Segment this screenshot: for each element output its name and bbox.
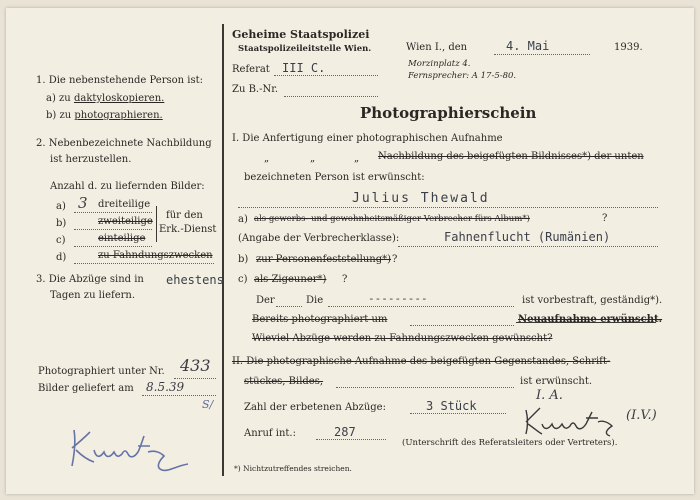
section-1-line1: I. Die Anfertigung einer photographischen Aufnahme bbox=[232, 133, 503, 144]
neuaufnahme-struck: Neuaufnahme erwünscht. bbox=[518, 314, 663, 325]
picture-count-label: Anzahl d. zu liefernden Bilder: bbox=[50, 181, 205, 192]
option-a-q: ? bbox=[602, 213, 608, 224]
person-name: Julius Thewald bbox=[352, 191, 490, 206]
person-name-line bbox=[238, 207, 658, 208]
referat-value: III C. bbox=[282, 61, 326, 75]
bracket-text-1: für den bbox=[166, 210, 203, 221]
date-value: 4. Mai bbox=[506, 39, 550, 53]
count-c-text: einteilige bbox=[98, 233, 146, 244]
option-c-prefix: c) bbox=[238, 274, 248, 285]
anruf-value: 287 bbox=[334, 425, 356, 439]
photographiert-label: Photographiert unter Nr. bbox=[38, 366, 165, 377]
footnote: *) Nichtzutreffendes streichen. bbox=[234, 464, 352, 473]
phone: Fernsprecher: A 17-5-80. bbox=[408, 71, 517, 81]
anruf-line bbox=[316, 439, 386, 440]
zu-bnr-line bbox=[284, 96, 378, 97]
option-b-prefix: b) bbox=[238, 254, 249, 265]
left-item-2-line1: 2. Nebenbezeichnete Nachbildung bbox=[36, 138, 212, 149]
der-line bbox=[276, 306, 302, 307]
section-1-quote2: „ bbox=[310, 153, 316, 164]
form-title: Photographierschein bbox=[360, 104, 537, 122]
option-b-q: ? bbox=[392, 254, 398, 265]
geliefert-value: 8.5.39 bbox=[146, 380, 185, 394]
angabe-label: (Angabe der Verbrecherklasse): bbox=[238, 233, 400, 244]
signature-iv: (I.V.) bbox=[626, 408, 657, 423]
bracket-text-2: Erk.-Dienst bbox=[159, 224, 217, 235]
address: Morzinplatz 4. bbox=[408, 59, 471, 69]
bereits-struck: Bereits photographiert um bbox=[252, 314, 388, 325]
zu-bnr-label: Zu B.-Nr. bbox=[232, 84, 279, 95]
date-line bbox=[494, 54, 590, 55]
right-signature bbox=[520, 404, 620, 438]
angabe-line bbox=[398, 246, 658, 247]
option-b-struck: zur Personenfeststellung*) bbox=[256, 254, 392, 265]
left-item-2-line2: ist herzustellen. bbox=[50, 154, 132, 165]
count-b-text: zweiteilige bbox=[98, 216, 153, 227]
photographiert-line bbox=[174, 378, 216, 379]
count-b-line bbox=[74, 229, 152, 230]
signature-caption: (Unterschrift des Referatsleiters oder Vertreters). bbox=[402, 438, 618, 448]
option-c-q: ? bbox=[342, 274, 348, 285]
year-value: 1939. bbox=[614, 42, 643, 53]
left-signature bbox=[64, 422, 194, 472]
section-1-struck: Nachbildung des beigefügten Bildnisses*) der unten bbox=[378, 151, 644, 162]
wieviel-struck: Wieviel Abzüge werden zu Fahndungszwecken gewünscht? bbox=[252, 333, 553, 344]
der-value: --------- bbox=[368, 292, 428, 305]
option-a-prefix: a) bbox=[238, 214, 248, 225]
left-item-3-line2: Tagen zu liefern. bbox=[50, 290, 136, 301]
section-1-quote1: „ bbox=[264, 153, 270, 164]
left-item-1: 1. Die nebenstehende Person ist: bbox=[36, 75, 203, 86]
section-1-line3: bezeichneten Person ist erwünscht: bbox=[244, 172, 425, 183]
zahl-line bbox=[410, 413, 506, 414]
bereits-line bbox=[410, 325, 514, 326]
referat-label: Referat bbox=[232, 64, 270, 75]
section-2-line1 bbox=[232, 356, 610, 367]
anruf-label: Anruf int.: bbox=[244, 428, 296, 439]
zahl-value: 3 Stück bbox=[426, 399, 477, 413]
count-c-label: c) bbox=[56, 235, 66, 246]
left-item-3-line1: 3. Die Abzüge sind in bbox=[36, 274, 144, 285]
photographiert-value: 433 bbox=[180, 356, 211, 375]
section-2-line bbox=[336, 387, 514, 388]
count-a-label: a) bbox=[56, 201, 66, 212]
org-subtitle: Staatspolizeileitstelle Wien. bbox=[238, 44, 372, 54]
count-c-line bbox=[74, 246, 152, 247]
geliefert-label: Bilder geliefert am bbox=[38, 383, 134, 394]
org-title: Geheime Staatspolizei bbox=[232, 28, 370, 41]
section-1-quote3: „ bbox=[354, 153, 360, 164]
vorbestraft-text: ist vorbestraft, geständig*). bbox=[522, 295, 663, 306]
left-item-3-value: ehestens bbox=[166, 273, 224, 287]
der-label: Der bbox=[256, 295, 275, 306]
option-a-struck: als gewerbs- und gewohnheitsmäßiger Verbrecher fürs Album*) bbox=[254, 214, 530, 224]
initials-mark: S/ bbox=[202, 398, 214, 411]
section-2-line2: stückes, Bildes, bbox=[244, 376, 324, 387]
neuaufnahme-scribble bbox=[516, 322, 656, 323]
city-date-label: Wien I., den bbox=[406, 42, 468, 53]
option-c-struck: als Zigeuner*) bbox=[254, 274, 327, 285]
form-sheet bbox=[6, 8, 694, 494]
signature-ia: I. A. bbox=[536, 388, 563, 403]
section-2-end: ist erwünscht. bbox=[520, 376, 593, 387]
count-a-text: dreiteilige bbox=[98, 199, 151, 210]
left-item-1a: a) zu daktyloskopieren. bbox=[46, 93, 165, 104]
count-d-label: d) bbox=[56, 252, 67, 263]
der-value-line bbox=[328, 306, 514, 307]
angabe-value: Fahnenflucht (Rumänien) bbox=[444, 230, 611, 244]
column-divider bbox=[222, 24, 224, 476]
count-d-line bbox=[74, 263, 214, 264]
die-label: Die bbox=[306, 295, 324, 306]
count-d-text: zu Fahndungszwecken bbox=[98, 250, 213, 261]
count-b-label: b) bbox=[56, 218, 67, 229]
zahl-label: Zahl der erbetenen Abzüge: bbox=[244, 402, 386, 413]
geliefert-line bbox=[142, 395, 216, 396]
referat-line bbox=[274, 75, 378, 76]
count-a-line bbox=[74, 212, 152, 213]
left-item-1b: b) zu photographieren. bbox=[46, 110, 163, 121]
section-2-text: II. Die photographische Aufnahme des beigefügten Gegenstandes, Schrift- bbox=[232, 356, 611, 367]
count-a-value: 3 bbox=[78, 194, 88, 212]
